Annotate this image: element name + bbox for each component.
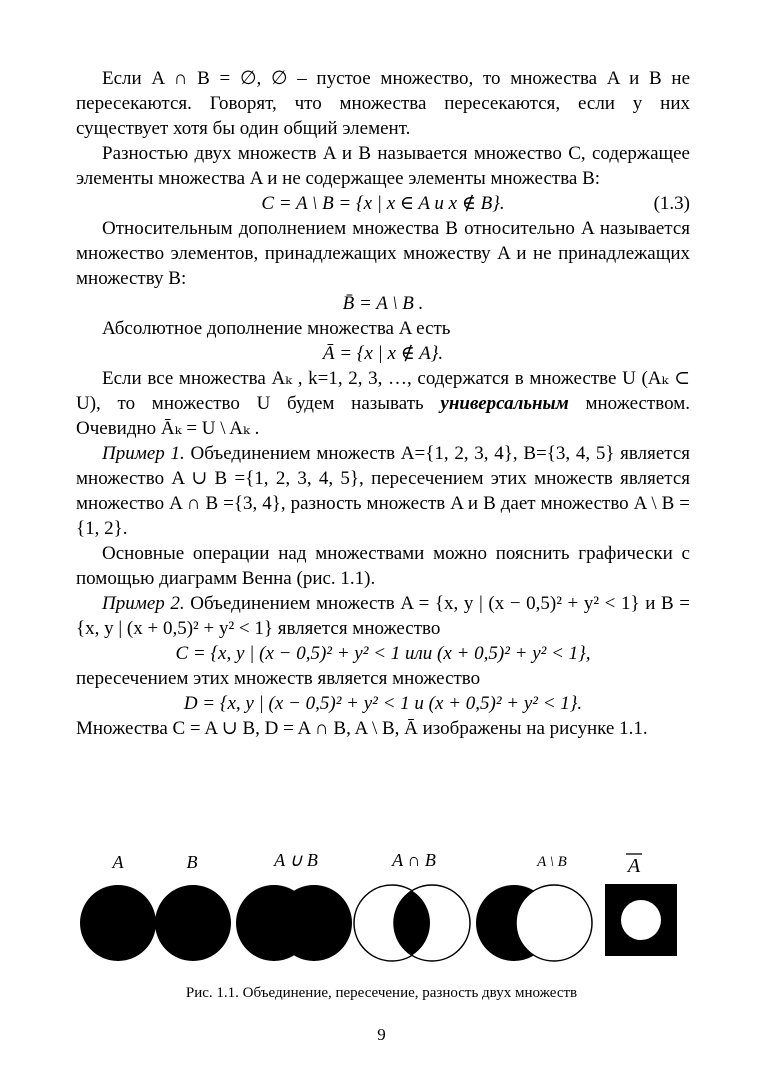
page-body <box>76 66 690 741</box>
label-union: A ∪ B <box>274 850 318 870</box>
universal-text-b: множеством. Очевидно Āₖ = U \ Aₖ . <box>76 393 690 439</box>
example-2-label: Пример 2. <box>102 593 185 614</box>
venn-diagrams-figure <box>76 840 690 970</box>
venn-complement-hole <box>621 900 661 940</box>
label-set-b: B <box>186 852 198 872</box>
paragraph-relative-complement: Относительным дополнением множества B относительно A называется множество элементов, принадлежащих множеству A и не принадлежащих множеству B: <box>76 218 690 289</box>
paragraph-absolute-complement: Абсолютное дополнение множества A есть <box>102 318 451 339</box>
equation-1-3 <box>76 191 690 216</box>
paragraph-difference-definition: Разностью двух множеств A и B называется множество C, содержащее элементы множества A и не содержащее элементы множества B: <box>76 143 690 189</box>
venn-set-a <box>80 885 156 961</box>
equation-1-3-body: C = A \ B = {x | x ∈ A и x ∉ B}. <box>261 193 505 214</box>
venn-union-right <box>276 885 352 961</box>
label-difference: A \ B <box>537 854 567 870</box>
venn-set-b <box>155 885 231 961</box>
venn-diagrams-svg <box>76 840 690 970</box>
paragraph-example-2 <box>76 591 690 641</box>
equation-relative-complement: B̄ = A \ B . <box>342 293 424 314</box>
example-1-label: Пример 1. <box>102 443 185 464</box>
page-number: 9 <box>377 1025 386 1044</box>
paragraph-figure-reference: Множества C = A ∪ B, D = A ∩ B, A \ B, Ā изображены на рисунке 1.1. <box>76 718 648 739</box>
example-2-text: Объединением множеств A = {x, y | (x − 0,5)² + y² < 1} и B = {x, y | (x + 0,5)² + y² < 1} является множество <box>76 593 690 639</box>
label-intersection: A ∩ B <box>392 850 436 870</box>
venn-difference-b <box>516 885 592 961</box>
equation-number: (1.3) <box>653 193 690 214</box>
example-1-text: Объединением множеств A={1, 2, 3, 4}, B={3, 4, 5} является множество A ∪ B ={1, 2, 3, 4, 5}, пересечением этих множеств является множество A ∩ B ={3, 4}, разность множеств A и B дает множество A \ B = {1, 2}. <box>76 443 691 539</box>
equation-absolute-complement: Ā = {x | x ∉ A}. <box>322 343 444 364</box>
paragraph-intersection-empty: Если A ∩ B = ∅, ∅ – пустое множество, то множества A и B не пересекаются. Говорят, что множества пересекаются, если у них существует хотя бы один общий элемент. <box>76 68 690 139</box>
figure-caption: Рис. 1.1. Объединение, пересечение, разность двух множеств <box>185 985 578 1001</box>
equation-intersection: D = {x, y | (x − 0,5)² + y² < 1 и (x + 0,5)² + y² < 1}. <box>183 693 583 714</box>
paragraph-example-1 <box>76 441 690 541</box>
paragraph-venn-intro: Основные операции над множествами можно пояснить графически с помощью диаграмм Венна (рис. 1.1). <box>76 543 690 589</box>
paragraph-intersection-intro: пересечением этих множеств является множество <box>76 668 481 689</box>
equation-union: C = {x, y | (x − 0,5)² + y² < 1 или (x + 0,5)² + y² < 1}, <box>175 643 591 664</box>
label-set-a: A <box>112 852 124 872</box>
universal-text-a: Если все множества Aₖ , k=1, 2, 3, …, содержатся в множестве U (Aₖ ⊂ U), то множество U будем называть <box>76 368 690 414</box>
universal-term: универсальным <box>440 393 569 414</box>
label-complement: A <box>627 855 641 877</box>
paragraph-universal-set <box>76 366 690 441</box>
